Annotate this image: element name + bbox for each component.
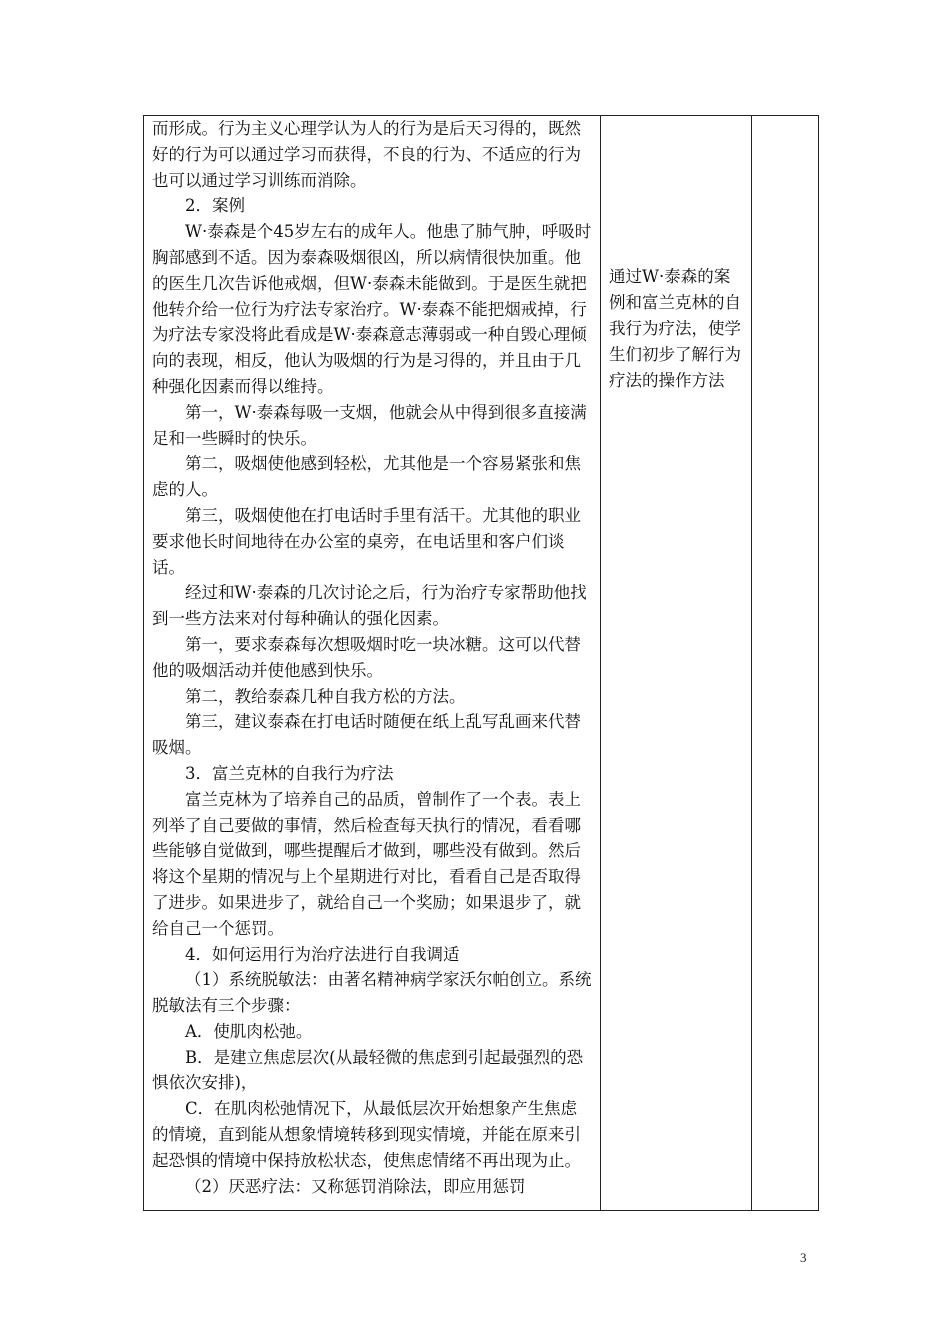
paragraph: A．使肌肉松弛。: [185, 1021, 313, 1041]
paragraph: 第二，教给泰森几种自我方松的方法。: [185, 686, 466, 706]
paragraph: C．在肌肉松弛情况下，从最低层次开始想象产生焦虑的情境，直到能从想象情境转移到现实情境，并能在原来引起恐惧的情境中保持放松状态，使焦虑情绪不再出现为止。: [152, 1099, 581, 1170]
lesson-table: [143, 115, 819, 1211]
page-number: 3: [800, 1250, 807, 1265]
table-row: [144, 116, 819, 1211]
section-heading: 4．如何运用行为治疗法进行自我调适: [185, 944, 460, 964]
paragraph: 第三，吸烟使他在打电话时手里有活干。尤其他的职业要求他长时间地待在办公室的桌旁，在电话里和客户们谈话。: [152, 505, 581, 577]
note-cell: [601, 116, 752, 1211]
paragraph: （2）厌恶疗法：又称惩罚消除法，即应用惩罚: [185, 1176, 526, 1196]
content-cell: [144, 116, 601, 1211]
paragraph: 经过和W·泰森的几次讨论之后，行为治疗专家帮助他找到一些方法来对付每种确认的强化因素。: [152, 583, 587, 629]
paragraph: 第一，要求泰森每次想吸烟时吃一块冰糖。这可以代替他的吸烟活动并使他感到快乐。: [152, 634, 581, 680]
section-heading: 3．富兰克林的自我行为疗法: [185, 763, 394, 783]
paragraph: B．是建立焦虑层次(从最轻微的焦虑到引起最强烈的恐惧依次安排)，: [152, 1047, 584, 1093]
paragraph: 而形成。行为主义心理学认为人的行为是后天习得的，既然好的行为可以通过学习而获得，不良的行为、不适应的行为也可以通过学习训练而消除。: [152, 119, 581, 190]
paragraph: 第一，W·泰森每吸一支烟，他就会从中得到很多直接满足和一些瞬时的快乐。: [152, 402, 587, 448]
content-text: [144, 116, 600, 1199]
paragraph: 富兰克林为了培养自己的品质，曾制作了一个表。表上列举了自己要做的事情，然后检查每天执行的情况，看看哪些能够自觉做到，哪些提醒后才做到，哪些没有做到。然后将这个星期的情况与上个星期进行对比，看看自己是否取得了进步。如果进步了，就给自己一个奖励；如果退步了，就给自己一个惩罚。: [152, 789, 581, 938]
note-text: 通过W·泰森的案例和富兰克林的自我行为疗法，使学生们初步了解行为疗法的操作方法: [609, 267, 741, 390]
paragraph: 第二，吸烟使他感到轻松，尤其他是一个容易紧张和焦虑的人。: [152, 454, 581, 500]
paragraph: （1）系统脱敏法：由著名精神病学家沃尔帕创立。系统脱敏法有三个步骤：: [152, 970, 592, 1016]
extra-cell: [752, 116, 819, 1211]
paragraph: W·泰森是个45岁左右的成年人。他患了肺气肿，呼吸时胸部感到不适。因为泰森吸烟很凶，所以病情很快加重。他的医生几次告诉他戒烟，但W·泰森未能做到。于是医生就把他转介给一位行为疗法专家治疗。W·泰森不能把烟戒掉，行为疗法专家没将此看成是W·泰森意志薄弱或一种自毁心理倾向的表现，相反，他认为吸烟的行为是习得的，并且由于几种强化因素而得以维持。: [152, 222, 592, 396]
section-heading: 2．案例: [185, 196, 245, 216]
paragraph: 第三，建议泰森在打电话时随便在纸上乱写乱画来代替吸烟。: [152, 712, 581, 758]
